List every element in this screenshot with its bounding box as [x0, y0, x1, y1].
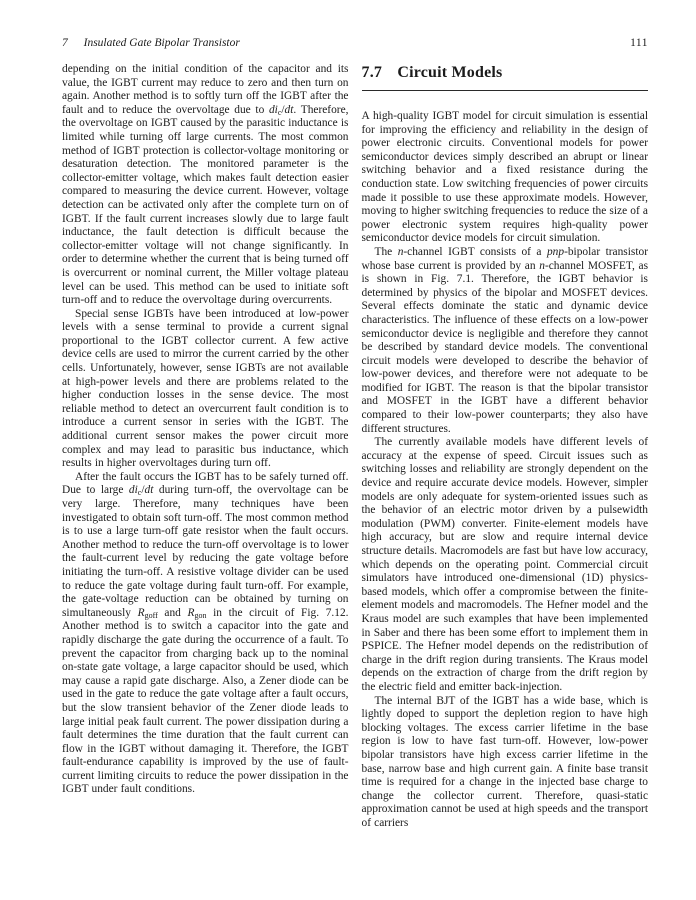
chapter-number: 7 [62, 37, 68, 49]
paragraph: The currently available models have different levels of accuracy at the expense of speed. Circuit issues such as switching losses and reliability are strongly dependent on the device and require accurate device models. However, simpler models are only adequate for system-oriented issues such as the behavior of an electric motor driven by a pulsewidth modulation (PWM) converter. Finite-element models have high accuracy, but are slow and require internal device structure details. Macromodels are fast but have low accuracy, which depends on the operating point. Commercial circuit simulators have introduced one-dimensional (1D) physics-based models, which offer a compromise between the finite-element models and macromodels. The Hefner model and the Kraus model are such examples that have been implemented in Saber and there has been some effort to implement them in PSPICE. The Hefner model depends on the redistribution of charge in the drift region during transients. The Kraus model depends on the extraction of charge from the drift region by the electric field and emitter back-injection. [361, 436, 648, 693]
paragraph: A high-quality IGBT model for circuit simulation is essential for improving the efficiency and reliability in the design of power electronic circuits. Conventional models for power semiconductor devices simply described an abrupt or linear switching behavior and a fixed resistance during the conduction state. Low switching frequencies of power circuits made it possible to use these approximate models. However, moving to higher switching frequencies to reduce the size of a power electronic system requires high-quality power semiconductor device models for circuit simulation. [361, 110, 648, 245]
paragraph: depending on the initial condition of the capacitor and its value, the IGBT current may reduce to zero and then turn on again. Another method is to softly turn off the IGBT after the fault and to reduce the overvoltage due to $di_c/dt$. Therefore, the overvoltage on IGBT caused by the parasitic inductance is limited while turning off large currents. The most common method of IGBT protection is collector-voltage monitoring or desaturation detection. The monitored parameter is the collector-emitter voltage, which makes fault detection easier compared to measuring the device current. However, voltage detection can be activated only after the complete turn on of IGBT. If the fault current increases slowly due to large fault inductance, the fault detection is difficult because the collector-emitter voltage will not change significantly. In order to determine whether the current that is being turned off is overcurrent or nominal current, the Miller voltage plateau level can be used. This method can be used to initiate soft turn-off and to reduce the overvoltage during overcurrents. [62, 63, 349, 307]
paragraph: The internal BJT of the IGBT has a wide base, which is lightly doped to support the depletion region to have high blocking voltages. The excess carrier lifetime in the base region is low to have fast turn-off. However, low-power bipolar transistors have high excess carrier lifetime in the base, narrow base and high current gain. A finite base transit time is required for a change in the injected base charge to change the collector current. Therefore, quasi-static approximation cannot be used at high speeds and the transport of carriers [361, 694, 648, 829]
paragraph: After the fault occurs the IGBT has to be safely turned off. Due to large $di_c/dt$ during turn-off, the overvoltage can be very large. Therefore, many techniques have been investigated to obtain soft turn-off. The most common method is to use a large turn-off gate resistor when the fault occurs. Another method to reduce the turn-off overvoltage is to lower the fault-current level by reducing the gate voltage before initiating the turn-off. A resistive voltage divider can be used to reduce the gate voltage during fault turn-off. For example, the gate-voltage reduction can be obtained by turning on simultaneously $R_{goff}$ and $R_{gon}$ in the circuit of Fig. 7.12. Another method is to switch a capacitor into the gate and rapidly discharge the gate during the occurrence of a fault. To prevent the capacitor from charging back up to the nominal on-state gate voltage, a large capacitor should be used, which may cause a rapid gate discharge. Also, a Zener diode can be used in the gate to reduce the gate voltage after a fault occurs, but the slow transient behavior of the Zener diode leads to large initial peak fault current. The power dissipation during a fault determines the time duration that the fault current can flow in the IGBT without damaging it. Therefore, the IGBT fault-endurance capability is improved by the use of fault-current limiting circuits to reduce the power dissipation in the IGBT under fault conditions. [62, 470, 349, 796]
running-header [62, 37, 240, 50]
section-body [362, 110, 649, 830]
section-heading [362, 63, 649, 81]
paragraph: The n-channel IGBT consists of a pnp-bipolar transistor whose base current is provided by an n-channel MOSFET, as is shown in Fig. 7.1. Therefore, the IGBT behavior is determined by physics of the bipolar and MOSFET devices. Several effects dominate the static and dynamic device characteristics. The influence of these effects on a low-power semiconductor device is negligible and therefore they cannot be described by standard device models. The conventional circuit models were developed to describe the behavior of low-power devices, and therefore were not adequate to be modified for IGBT. The reason is that the bipolar transistor and MOSFET in the IGBT have a different behavior compared to their low-power counterparts; they also have different structures. [361, 245, 648, 435]
paragraph: Special sense IGBTs have been introduced at low-power levels with a sense terminal to provide a current signal proportional to the IGBT collector current. A few active device cells are used to mirror the current carried by the other cells. Unfortunately, however, sense IGBTs are not available at high-power levels and there are problems related to the higher conduction losses in the sense device. The most reliable method to detect an overcurrent fault condition is to introduce a current sensor in series with the IGBT. The additional current sensor makes the power circuit more complex and may lead to parasitic bus inductance, which results in higher overvoltages during turn off. [62, 307, 349, 470]
section-number: 7.7 [361, 64, 383, 81]
page-number: 111 [630, 37, 648, 49]
two-column-body [62, 63, 648, 830]
left-column [62, 63, 349, 830]
heading-rule [362, 90, 649, 91]
page-header [62, 37, 648, 50]
section-title: Circuit Models [397, 64, 503, 81]
right-column [362, 63, 649, 830]
running-title-text: Insulated Gate Bipolar Transistor [83, 37, 240, 49]
